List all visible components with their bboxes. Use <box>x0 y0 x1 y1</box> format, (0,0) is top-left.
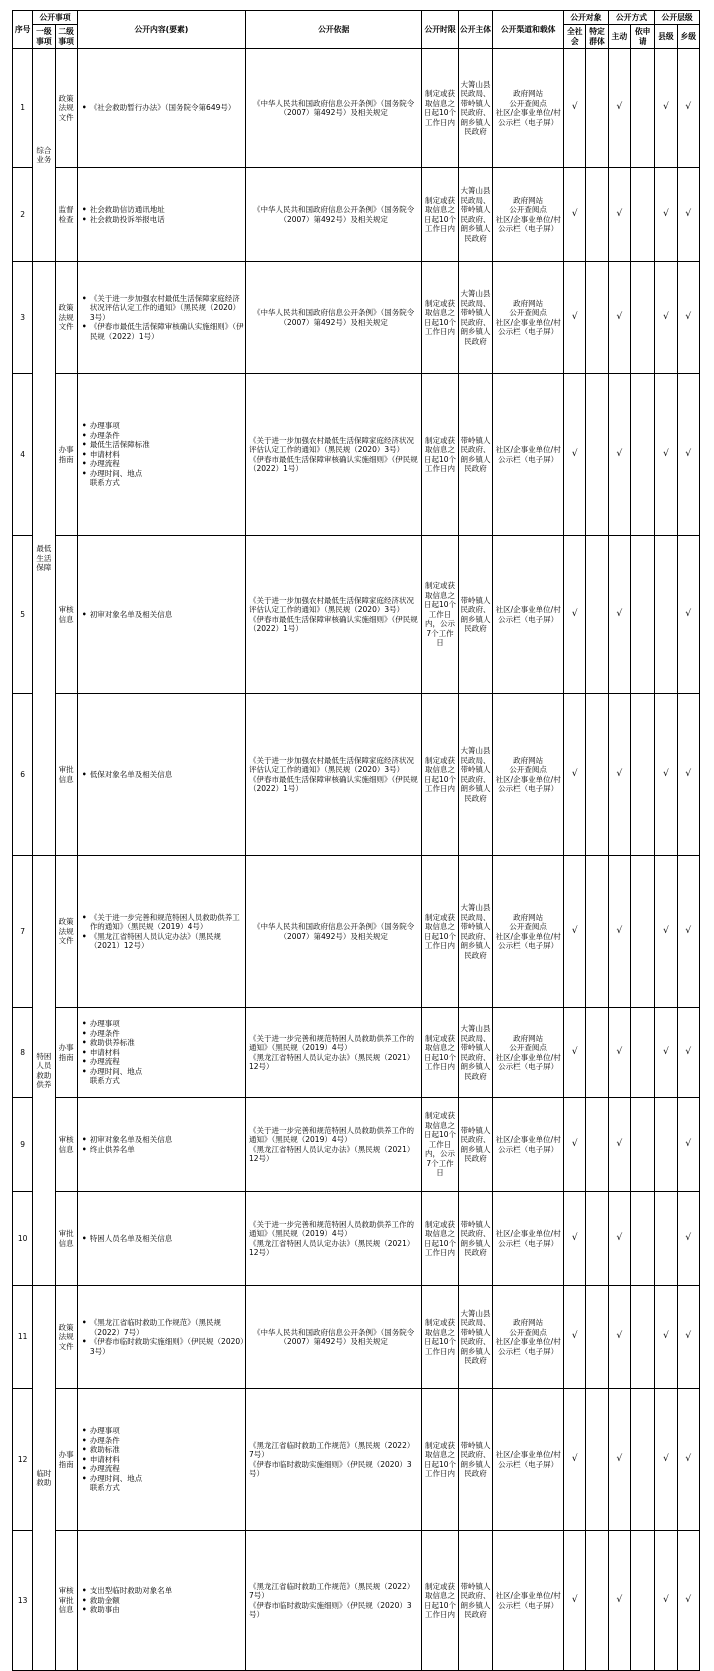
basis-line: 《黑龙江省特困人员认定办法》（黑民规（2021）12号） <box>249 1144 415 1163</box>
mark-specific <box>586 374 608 536</box>
mark-request <box>630 1389 654 1531</box>
content-list <box>81 205 244 224</box>
header-tier: 公开层级 <box>655 11 700 25</box>
list-item: • 办理条件 <box>90 431 244 441</box>
mark-request <box>630 1286 654 1389</box>
basis-line: 《关于进一步加强农村最低生活保障家庭经济状况评估认定工作的通知》（黑民规（2020）3号） <box>249 435 415 454</box>
list-item: • 《关于进一步完善和规范特困人员救助供养工作的通知》（黑民规（2019）4号） <box>90 913 244 932</box>
group-name: 最低生活保障 <box>36 544 52 573</box>
mark-county: √ <box>655 694 677 856</box>
time-cell: 制定或获取信息之日起10个工作日内 <box>422 49 458 168</box>
mark-county: √ <box>655 1008 677 1098</box>
group-cell <box>33 1286 55 1671</box>
seq-cell: 8 <box>13 1008 33 1098</box>
time-cell: 制定或获取信息之日起10个工作日内 <box>422 262 458 374</box>
basis-cell <box>246 1008 422 1098</box>
content-list <box>81 770 244 780</box>
sub-item-cell: 办事指南 <box>55 1389 77 1531</box>
header-level2: 二级事项 <box>55 25 77 49</box>
list-item: • 救助金额 <box>90 1596 244 1606</box>
mark-town: √ <box>677 694 699 856</box>
header-subject: 公开主体 <box>458 11 492 49</box>
content-list <box>81 294 244 342</box>
group-name: 临时救助 <box>36 1468 52 1487</box>
subject-cell: 大箐山县民政局、带岭镇人民政府、朗乡镇人民政府 <box>458 856 492 1008</box>
subject-cell: 大箐山县民政局、带岭镇人民政府、朗乡镇人民政府 <box>458 49 492 168</box>
list-item: • 办理条件 <box>90 1029 244 1039</box>
mark-request <box>630 1098 654 1192</box>
mark-town: √ <box>677 536 699 694</box>
list-item: • 低保对象名单及相关信息 <box>90 770 244 780</box>
mark-county: √ <box>655 262 677 374</box>
basis-cell <box>246 168 422 262</box>
basis-line: 《黑龙江省临时救助工作规范》（黑民规（2022）7号） <box>249 1440 415 1459</box>
subject-cell: 带岭镇人民政府、朗乡镇人民政府 <box>458 374 492 536</box>
list-item: • 申请材料 <box>90 1455 244 1465</box>
sub-item-cell: 审批信息 <box>55 694 77 856</box>
mark-active: √ <box>608 1098 630 1192</box>
channel-cell: 社区/企事业单位/村公示栏（电子屏） <box>493 1389 564 1531</box>
content-cell <box>77 1531 245 1671</box>
table-row <box>13 694 700 856</box>
list-item: • 救助供养标准 <box>90 1038 244 1048</box>
basis-cell <box>246 694 422 856</box>
mark-town: √ <box>677 1098 699 1192</box>
channel-cell: 政府网站 公开查阅点 社区/企事业单位/村公示栏（电子屏） <box>493 1008 564 1098</box>
content-list <box>81 103 244 113</box>
header-tier-town: 乡级 <box>677 25 699 49</box>
mark-all: √ <box>564 1192 586 1286</box>
mark-county: √ <box>655 856 677 1008</box>
header-target-all: 全社会 <box>564 25 586 49</box>
basis-cell <box>246 1286 422 1389</box>
mark-county: √ <box>655 1286 677 1389</box>
content-cell <box>77 168 245 262</box>
list-item: • 救助标准 <box>90 1445 244 1455</box>
seq-cell: 10 <box>13 1192 33 1286</box>
mark-town: √ <box>677 374 699 536</box>
basis-line: 《关于进一步完善和规范特困人员救助供养工作的通知》（黑民规（2019）4号） <box>249 1125 415 1144</box>
sub-item-cell: 审批信息 <box>55 1192 77 1286</box>
content-list <box>81 421 244 488</box>
seq-cell: 11 <box>13 1286 33 1389</box>
list-item: • 《伊春市临时救助实施细则》（伊民规（2020）3号） <box>90 1337 244 1356</box>
content-list <box>81 1135 244 1154</box>
subject-cell: 大箐山县民政局、带岭镇人民政府、朗乡镇人民政府 <box>458 694 492 856</box>
mark-town: √ <box>677 1286 699 1389</box>
mark-specific <box>586 1008 608 1098</box>
list-item: • 初审对象名单及相关信息 <box>90 610 244 620</box>
group-cell <box>33 262 55 856</box>
content-cell <box>77 1192 245 1286</box>
content-cell <box>77 856 245 1008</box>
seq-cell: 7 <box>13 856 33 1008</box>
mark-county <box>655 536 677 694</box>
mark-county: √ <box>655 1389 677 1531</box>
list-item: • 救助事由 <box>90 1605 244 1615</box>
basis-cell <box>246 262 422 374</box>
mark-county <box>655 1192 677 1286</box>
time-cell: 制定或获取信息之日起10个工作日内 <box>422 1008 458 1098</box>
mark-county: √ <box>655 374 677 536</box>
content-list <box>81 610 244 620</box>
basis-line: 《伊春市最低生活保障审核确认实施细则》（伊民规（2022）1号） <box>249 454 418 473</box>
basis-cell <box>246 1192 422 1286</box>
seq-cell: 4 <box>13 374 33 536</box>
seq-cell: 3 <box>13 262 33 374</box>
list-item: • 办理条件 <box>90 1436 244 1446</box>
basis-cell <box>246 1098 422 1192</box>
sub-item-cell: 办事指南 <box>55 374 77 536</box>
content-list <box>81 1318 244 1356</box>
list-item: • 《伊春市最低生活保障审核确认实施细则》（伊民规（2022）1号） <box>90 322 244 341</box>
time-cell: 制定或获取信息之日起10个工作日内 <box>422 694 458 856</box>
basis-cell <box>246 1531 422 1671</box>
mark-active: √ <box>608 262 630 374</box>
channel-cell: 社区/企事业单位/村公示栏（电子屏） <box>493 1192 564 1286</box>
list-item: • 社会救助信访通讯地址 <box>90 205 244 215</box>
header-target-specific: 特定群体 <box>586 25 608 49</box>
basis-line: 《中华人民共和国政府信息公开条例》（国务院令（2007）第492号）及相关规定 <box>253 205 415 224</box>
time-cell: 制定或获取信息之日起10个工作日内 <box>422 374 458 536</box>
seq-cell: 12 <box>13 1389 33 1531</box>
sub-item-cell: 审核信息 <box>55 1098 77 1192</box>
header-basis: 公开依据 <box>246 11 422 49</box>
mark-active: √ <box>608 374 630 536</box>
mark-town: √ <box>677 49 699 168</box>
basis-line: 《关于进一步完善和规范特困人员救助供养工作的通知》（黑民规（2019）4号） <box>249 1219 415 1238</box>
mark-town: √ <box>677 1192 699 1286</box>
channel-cell: 社区/企事业单位/村公示栏（电子屏） <box>493 536 564 694</box>
mark-all: √ <box>564 262 586 374</box>
mark-request <box>630 694 654 856</box>
mark-county: √ <box>655 1531 677 1671</box>
list-item: • 最低生活保障标准 <box>90 440 244 450</box>
time-cell: 制定或获取信息之日起10个工作日内，公示7个工作日 <box>422 1098 458 1192</box>
content-cell <box>77 1008 245 1098</box>
mark-town: √ <box>677 1008 699 1098</box>
content-list <box>81 1234 244 1244</box>
basis-line: 《伊春市最低生活保障审核确认实施细则》（伊民规（2022）1号） <box>249 614 418 633</box>
header-channel: 公开渠道和载体 <box>493 11 564 49</box>
mark-all: √ <box>564 856 586 1008</box>
basis-line: 《中华人民共和国政府信息公开条例》（国务院令（2007）第492号）及相关规定 <box>253 308 415 327</box>
mark-active: √ <box>608 856 630 1008</box>
group-cell <box>33 49 55 262</box>
mark-specific <box>586 49 608 168</box>
mark-request <box>630 536 654 694</box>
time-cell: 制定或获取信息之日起10个工作日内 <box>422 1286 458 1389</box>
table-row <box>13 856 700 1008</box>
table-row <box>13 536 700 694</box>
mark-specific <box>586 1286 608 1389</box>
seq-cell: 2 <box>13 168 33 262</box>
mark-all: √ <box>564 374 586 536</box>
channel-cell: 政府网站 公开查阅点 社区/企事业单位/村公示栏（电子屏） <box>493 856 564 1008</box>
mark-request <box>630 49 654 168</box>
time-cell: 制定或获取信息之日起10个工作日内 <box>422 856 458 1008</box>
list-item: • 《关于进一步加强农村最低生活保障家庭经济状况评估认定工作的通知》（黑民规（2020）3号） <box>90 294 244 323</box>
subject-cell: 大箐山县民政局、带岭镇人民政府、朗乡镇人民政府 <box>458 262 492 374</box>
basis-line: 《伊春市最低生活保障审核确认实施细则》（伊民规（2022）1号） <box>249 774 418 793</box>
basis-line: 《中华人民共和国政府信息公开条例》（国务院令（2007）第492号）及相关规定 <box>253 1327 415 1346</box>
seq-cell: 5 <box>13 536 33 694</box>
mark-active: √ <box>608 1192 630 1286</box>
list-item: • 办理时间、地点 <box>90 469 244 479</box>
list-item: • 支出型临时救助对象名单 <box>90 1586 244 1596</box>
mark-all: √ <box>564 536 586 694</box>
list-item: 联系方式 <box>89 478 120 488</box>
seq-cell: 6 <box>13 694 33 856</box>
seq-cell: 13 <box>13 1531 33 1671</box>
basis-cell <box>246 49 422 168</box>
mark-request <box>630 168 654 262</box>
mark-active: √ <box>608 536 630 694</box>
table-row <box>13 1531 700 1671</box>
seq-cell: 9 <box>13 1098 33 1192</box>
list-item: • 办理事项 <box>90 421 244 431</box>
subject-cell: 带岭镇人民政府、朗乡镇人民政府 <box>458 1531 492 1671</box>
header-seq: 序号 <box>13 11 33 49</box>
sub-item-cell: 政策法规文件 <box>55 262 77 374</box>
basis-line: 《中华人民共和国政府信息公开条例》（国务院令（2007）第492号）及相关规定 <box>253 98 415 117</box>
header-time: 公开时限 <box>422 11 458 49</box>
basis-cell <box>246 374 422 536</box>
content-list <box>81 1586 244 1615</box>
basis-line: 《黑龙江省临时救助工作规范》（黑民规（2022）7号） <box>249 1581 415 1600</box>
subject-cell: 带岭镇人民政府、朗乡镇人民政府 <box>458 1098 492 1192</box>
list-item: • 社会救助投诉举报电话 <box>90 215 244 225</box>
disclosure-table <box>12 10 700 1671</box>
content-cell <box>77 536 245 694</box>
mark-all: √ <box>564 1286 586 1389</box>
mark-town: √ <box>677 168 699 262</box>
list-item: • 终止供养名单 <box>90 1145 244 1155</box>
sub-item-cell: 政策法规文件 <box>55 49 77 168</box>
list-item: • 申请材料 <box>90 1048 244 1058</box>
mark-specific <box>586 536 608 694</box>
header-target: 公开对象 <box>564 11 609 25</box>
content-list <box>81 913 244 951</box>
time-cell: 制定或获取信息之日起10个工作日内 <box>422 1192 458 1286</box>
channel-cell: 政府网站 公开查阅点 社区/企事业单位/村公示栏（电子屏） <box>493 168 564 262</box>
list-item: • 申请材料 <box>90 450 244 460</box>
header-method: 公开方式 <box>608 11 655 25</box>
group-cell <box>33 856 55 1286</box>
mark-all: √ <box>564 694 586 856</box>
mark-active: √ <box>608 694 630 856</box>
header-method-request: 依申请 <box>630 25 654 49</box>
mark-specific <box>586 1192 608 1286</box>
basis-line: 《关于进一步完善和规范特困人员救助供养工作的通知》（黑民规（2019）4号） <box>249 1033 415 1052</box>
mark-active: √ <box>608 168 630 262</box>
table-row <box>13 374 700 536</box>
list-item: 联系方式 <box>89 1076 120 1086</box>
subject-cell: 带岭镇人民政府、朗乡镇人民政府 <box>458 536 492 694</box>
channel-cell: 社区/企事业单位/村公示栏（电子屏） <box>493 1098 564 1192</box>
mark-request <box>630 1531 654 1671</box>
mark-request <box>630 1008 654 1098</box>
basis-cell <box>246 1389 422 1531</box>
list-item: • 办理流程 <box>90 459 244 469</box>
mark-request <box>630 262 654 374</box>
channel-cell: 社区/企事业单位/村公示栏（电子屏） <box>493 374 564 536</box>
content-cell <box>77 1286 245 1389</box>
channel-cell: 政府网站 公开查阅点 社区/企事业单位/村公示栏（电子屏） <box>493 49 564 168</box>
mark-specific <box>586 168 608 262</box>
table-row <box>13 1098 700 1192</box>
mark-specific <box>586 1098 608 1192</box>
mark-specific <box>586 1531 608 1671</box>
basis-line: 《伊春市临时救助实施细则》（伊民规（2020）3号） <box>249 1459 412 1478</box>
mark-request <box>630 856 654 1008</box>
basis-line: 《关于进一步加强农村最低生活保障家庭经济状况评估认定工作的通知》（黑民规（2020）3号） <box>249 755 415 774</box>
time-cell: 制定或获取信息之日起10个工作日内 <box>422 168 458 262</box>
header-content: 公开内容(要素) <box>77 11 245 49</box>
list-item: • 办理时间、地点 <box>90 1474 244 1484</box>
list-item: • 办理事项 <box>90 1019 244 1029</box>
sub-item-cell: 办事指南 <box>55 1008 77 1098</box>
content-cell <box>77 49 245 168</box>
table-row <box>13 168 700 262</box>
subject-cell: 大箐山县民政局、带岭镇人民政府、朗乡镇人民政府 <box>458 168 492 262</box>
table-row <box>13 1389 700 1531</box>
mark-town: √ <box>677 262 699 374</box>
subject-cell: 大箐山县民政局、带岭镇人民政府、朗乡镇人民政府 <box>458 1008 492 1098</box>
header-level1: 一级事项 <box>33 25 55 49</box>
sub-item-cell: 政策法规文件 <box>55 1286 77 1389</box>
mark-active: √ <box>608 49 630 168</box>
header-items: 公开事项 <box>33 11 78 25</box>
content-cell <box>77 1389 245 1531</box>
list-item: • 特困人员名单及相关信息 <box>90 1234 244 1244</box>
mark-specific <box>586 856 608 1008</box>
channel-cell: 政府网站 公开查阅点 社区/企事业单位/村公示栏（电子屏） <box>493 262 564 374</box>
sub-item-cell: 监督检查 <box>55 168 77 262</box>
mark-specific <box>586 694 608 856</box>
mark-specific <box>586 262 608 374</box>
content-cell <box>77 262 245 374</box>
table-body <box>13 49 700 1671</box>
table-row <box>13 1008 700 1098</box>
mark-all: √ <box>564 49 586 168</box>
mark-all: √ <box>564 1531 586 1671</box>
basis-cell <box>246 856 422 1008</box>
content-cell <box>77 1098 245 1192</box>
group-name: 特困人员救助供养 <box>36 1051 52 1089</box>
list-item: • 办理流程 <box>90 1464 244 1474</box>
time-cell: 制定或获取信息之日起10个工作日内，公示7个工作日 <box>422 536 458 694</box>
mark-specific <box>586 1389 608 1531</box>
mark-town: √ <box>677 1531 699 1671</box>
mark-county: √ <box>655 168 677 262</box>
channel-cell: 政府网站 公开查阅点 社区/企事业单位/村公示栏（电子屏） <box>493 694 564 856</box>
header-method-active: 主动 <box>608 25 630 49</box>
table-row <box>13 1192 700 1286</box>
subject-cell: 带岭镇人民政府、朗乡镇人民政府 <box>458 1192 492 1286</box>
group-name: 综合业务 <box>36 145 52 164</box>
mark-request <box>630 374 654 536</box>
basis-line: 《伊春市临时救助实施细则》（伊民规（2020）3号） <box>249 1600 412 1619</box>
mark-all: √ <box>564 1098 586 1192</box>
mark-active: √ <box>608 1286 630 1389</box>
list-item: • 办理时间、地点 <box>90 1067 244 1077</box>
content-list <box>81 1426 244 1493</box>
table-row <box>13 1286 700 1389</box>
mark-all: √ <box>564 1389 586 1531</box>
mark-county <box>655 1098 677 1192</box>
basis-cell <box>246 536 422 694</box>
content-cell <box>77 374 245 536</box>
mark-active: √ <box>608 1531 630 1671</box>
list-item: • 办理事项 <box>90 1426 244 1436</box>
list-item: • 办理流程 <box>90 1057 244 1067</box>
list-item: • 初审对象名单及相关信息 <box>90 1135 244 1145</box>
basis-line: 《黑龙江省特困人员认定办法》（黑民规（2021）12号） <box>249 1238 415 1257</box>
channel-cell: 政府网站 公开查阅点 社区/企事业单位/村公示栏（电子屏） <box>493 1286 564 1389</box>
mark-all: √ <box>564 168 586 262</box>
list-item: • 《社会救助暂行办法》（国务院令第649号） <box>90 103 244 113</box>
mark-town: √ <box>677 856 699 1008</box>
table-row <box>13 49 700 168</box>
time-cell: 制定或获取信息之日起10个工作日内 <box>422 1389 458 1531</box>
sub-item-cell: 审核审批信息 <box>55 1531 77 1671</box>
sub-item-cell: 政策法规文件 <box>55 856 77 1008</box>
mark-town: √ <box>677 1389 699 1531</box>
mark-active: √ <box>608 1389 630 1531</box>
seq-cell: 1 <box>13 49 33 168</box>
sub-item-cell: 审核信息 <box>55 536 77 694</box>
subject-cell: 带岭镇人民政府、朗乡镇人民政府 <box>458 1389 492 1531</box>
table-row <box>13 262 700 374</box>
mark-active: √ <box>608 1008 630 1098</box>
mark-all: √ <box>564 1008 586 1098</box>
subject-cell: 大箐山县民政局、带岭镇人民政府、朗乡镇人民政府 <box>458 1286 492 1389</box>
basis-line: 《中华人民共和国政府信息公开条例》（国务院令（2007）第492号）及相关规定 <box>253 922 415 941</box>
list-item: • 《黑龙江省临时救助工作规范》（黑民规（2022）7号） <box>90 1318 244 1337</box>
mark-county: √ <box>655 49 677 168</box>
channel-cell: 社区/企事业单位/村公示栏（电子屏） <box>493 1531 564 1671</box>
header-tier-county: 县级 <box>655 25 677 49</box>
content-list <box>81 1019 244 1086</box>
mark-request <box>630 1192 654 1286</box>
list-item: • 《黑龙江省特困人员认定办法》（黑民规（2021）12号） <box>90 932 244 951</box>
time-cell: 制定或获取信息之日起10个工作日内 <box>422 1531 458 1671</box>
content-cell <box>77 694 245 856</box>
basis-line: 《黑龙江省特困人员认定办法》（黑民规（2021）12号） <box>249 1052 415 1071</box>
basis-line: 《关于进一步加强农村最低生活保障家庭经济状况评估认定工作的通知》（黑民规（2020）3号） <box>249 595 415 614</box>
list-item: 联系方式 <box>89 1483 120 1493</box>
